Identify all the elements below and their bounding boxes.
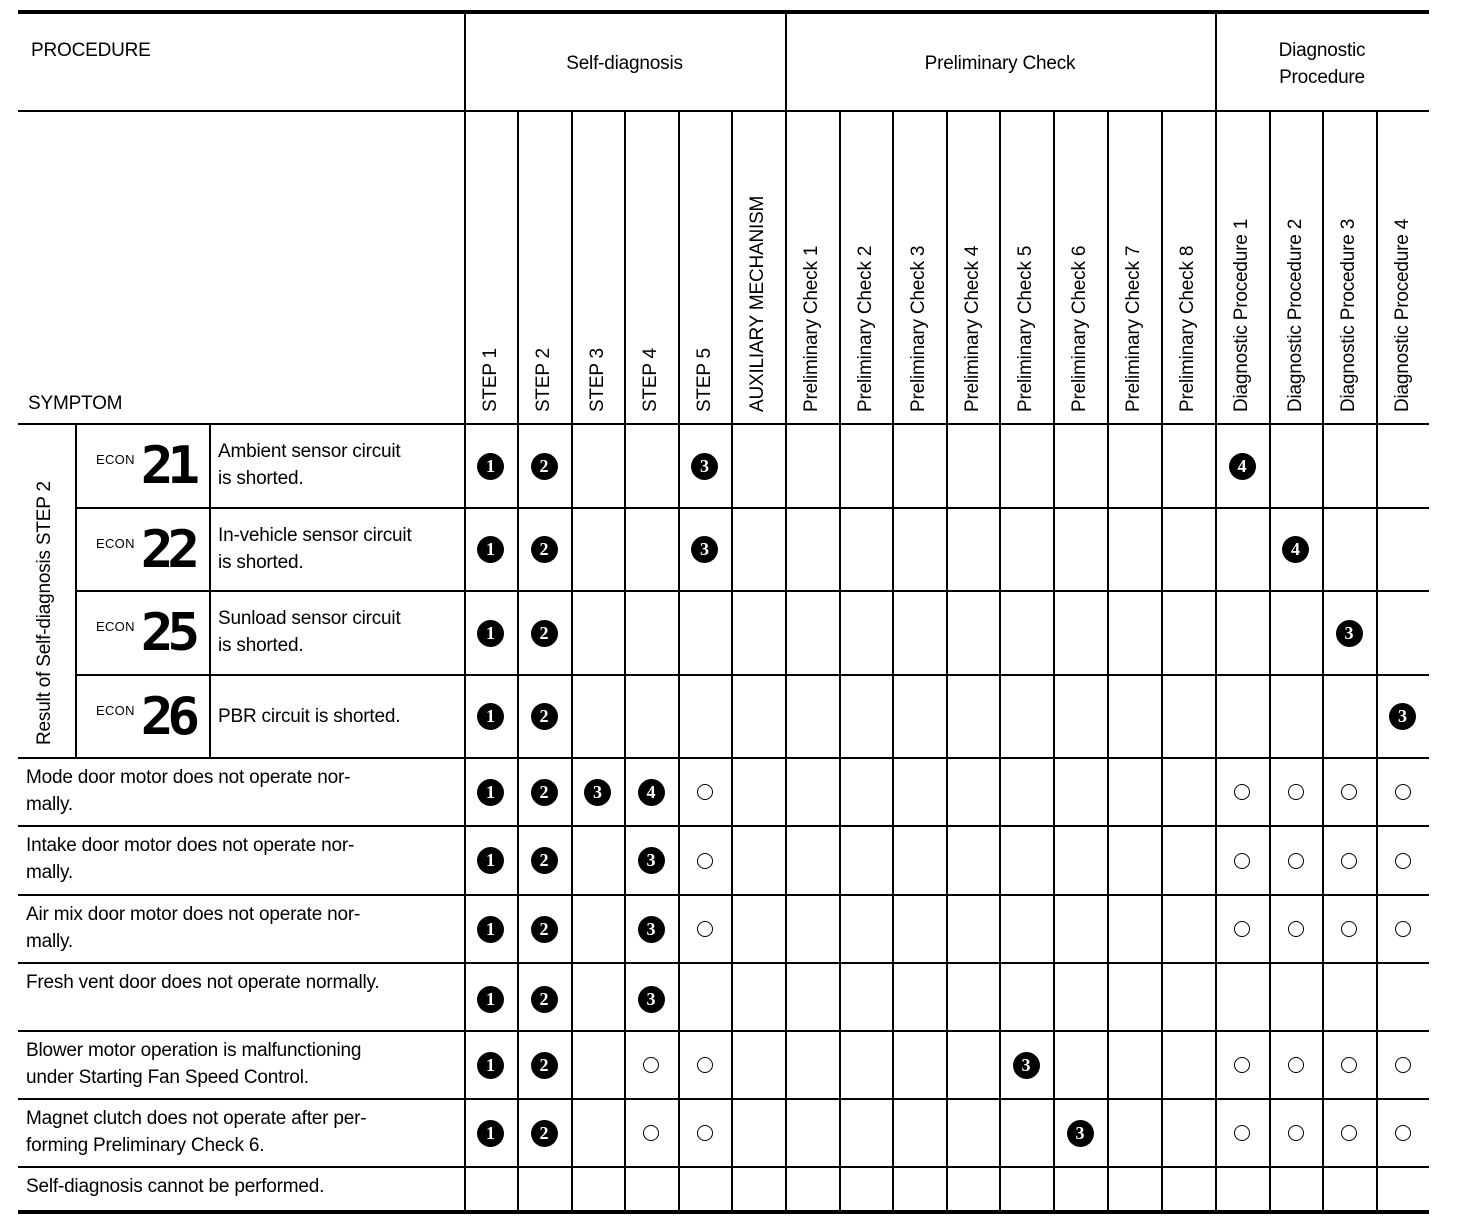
column-header-diagnostic-procedure-3: Diagnostic Procedure 3 <box>1338 218 1359 412</box>
column-header-auxiliary-mechanism: AUXILIARY MECHANISM <box>747 195 768 412</box>
step-number-badge: 2 <box>531 536 558 563</box>
group-header-rule <box>18 110 1429 112</box>
column-divider <box>571 111 573 1212</box>
row-divider <box>18 1166 1429 1168</box>
step-number-badge: 3 <box>638 986 665 1013</box>
step-number-badge: 1 <box>477 916 504 943</box>
symptom-line: Air mix door motor does not operate nor- <box>26 904 361 925</box>
group-divider <box>464 12 466 1212</box>
column-divider <box>1215 111 1217 1212</box>
check-circle-icon <box>1288 784 1304 800</box>
column-header-rule <box>18 423 1429 425</box>
check-circle-icon <box>1234 784 1250 800</box>
symptom-text <box>26 1173 324 1200</box>
column-divider <box>1269 111 1271 1212</box>
error-code-display: 25 <box>140 603 194 663</box>
symptom-line: PBR circuit is shorted. <box>218 706 401 727</box>
check-circle-icon <box>643 1057 659 1073</box>
column-divider <box>999 111 1001 1212</box>
check-circle-icon <box>1288 1057 1304 1073</box>
symptom-line: Sunload sensor circuit <box>218 608 401 629</box>
symptom-text <box>26 901 360 955</box>
step-number-badge: 3 <box>1389 703 1416 730</box>
column-header-diagnostic-procedure-2: Diagnostic Procedure 2 <box>1284 218 1306 412</box>
step-number-badge: 1 <box>477 703 504 730</box>
econ-label: ECON <box>96 619 135 634</box>
check-circle-icon <box>1288 1125 1304 1141</box>
step-number-badge: 2 <box>531 703 558 730</box>
column-header-step-2: STEP 2 <box>533 348 554 412</box>
econ-label: ECON <box>96 452 135 467</box>
step-number-badge: 3 <box>691 453 718 480</box>
bottom-rule <box>18 1210 1429 1214</box>
symptom-line: is shorted. <box>218 552 304 573</box>
step-number-badge: 1 <box>477 1052 504 1079</box>
check-circle-icon <box>1395 921 1411 937</box>
step-number-badge: 2 <box>531 1120 558 1147</box>
step-number-badge: 4 <box>1282 536 1309 563</box>
check-circle-icon <box>697 921 713 937</box>
step-number-badge: 3 <box>1336 620 1363 647</box>
step-number-badge: 1 <box>477 847 504 874</box>
symptom-line: Magnet clutch does not operate after per- <box>26 1108 367 1129</box>
symptom-text <box>26 969 380 996</box>
column-header-step-4: STEP 4 <box>640 348 661 412</box>
procedure-label: PROCEDURE <box>31 40 151 61</box>
step-number-badge: 3 <box>1013 1052 1040 1079</box>
column-divider <box>892 111 894 1212</box>
symptom-line: Mode door motor does not operate nor- <box>26 767 351 788</box>
column-header-preliminary-check-5: Preliminary Check 5 <box>1015 245 1036 412</box>
symptom-line: In-vehicle sensor circuit <box>218 525 412 546</box>
error-code-display: 26 <box>140 687 194 747</box>
column-divider <box>1107 111 1109 1212</box>
row-divider <box>18 757 1429 759</box>
step-number-badge: 3 <box>1067 1120 1094 1147</box>
symptom-line: mally. <box>26 794 74 815</box>
check-circle-icon <box>697 1057 713 1073</box>
step-number-badge: 1 <box>477 1120 504 1147</box>
code-divider <box>209 424 211 758</box>
symptom-line: is shorted. <box>218 468 304 489</box>
column-divider <box>946 111 948 1212</box>
column-header-preliminary-check-3: Preliminary Check 3 <box>908 245 929 412</box>
check-circle-icon <box>1234 1125 1250 1141</box>
step-number-badge: 2 <box>531 916 558 943</box>
step-number-badge: 4 <box>1229 453 1256 480</box>
check-circle-icon <box>1288 853 1304 869</box>
column-header-preliminary-check-6: Preliminary Check 6 <box>1069 245 1090 412</box>
symptom-text <box>218 522 412 576</box>
column-header-step-5: STEP 5 <box>693 348 715 412</box>
econ-label: ECON <box>96 703 135 718</box>
check-circle-icon <box>1234 1057 1250 1073</box>
symptom-label: SYMPTOM <box>28 393 123 414</box>
check-circle-icon <box>1341 921 1357 937</box>
row-divider <box>18 1098 1429 1100</box>
column-header-preliminary-check-4: Preliminary Check 4 <box>961 245 983 412</box>
symptom-text <box>26 1105 366 1159</box>
row-divider <box>18 962 1429 964</box>
symptom-text <box>218 605 401 659</box>
check-circle-icon <box>697 1125 713 1141</box>
row-divider <box>18 825 1429 827</box>
column-divider <box>785 111 787 1212</box>
step-number-badge: 1 <box>477 453 504 480</box>
column-divider <box>517 111 519 1212</box>
step-number-badge: 2 <box>531 986 558 1013</box>
symptom-line: Ambient sensor circuit <box>218 441 401 462</box>
group-header-self-diagnosis <box>464 50 785 77</box>
step-number-badge: 1 <box>477 620 504 647</box>
column-divider <box>624 111 626 1212</box>
column-header-diagnostic-procedure-4: Diagnostic Procedure 4 <box>1391 218 1413 412</box>
check-circle-icon <box>1395 784 1411 800</box>
error-code-display: 22 <box>140 520 194 580</box>
row-divider <box>18 894 1429 896</box>
row-divider <box>75 590 1429 592</box>
econ-label: ECON <box>96 536 135 551</box>
check-circle-icon <box>697 784 713 800</box>
side-group-divider <box>75 424 77 758</box>
top-rule <box>18 10 1429 14</box>
row-divider <box>18 1030 1429 1032</box>
column-header-preliminary-check-8: Preliminary Check 8 <box>1177 245 1198 412</box>
step-number-badge: 3 <box>691 536 718 563</box>
symptom-text <box>218 438 401 492</box>
symptom-text <box>218 703 400 730</box>
step-number-badge: 1 <box>477 986 504 1013</box>
check-circle-icon <box>1341 1125 1357 1141</box>
check-circle-icon <box>1395 1057 1411 1073</box>
column-divider <box>731 111 733 1212</box>
check-circle-icon <box>1288 921 1304 937</box>
column-divider <box>839 111 841 1212</box>
check-circle-icon <box>1341 853 1357 869</box>
check-circle-icon <box>1341 1057 1357 1073</box>
row-divider <box>75 507 1429 509</box>
column-header-step-1: STEP 1 <box>479 348 501 412</box>
check-circle-icon <box>697 853 713 869</box>
group-header-line: Preliminary Check <box>924 53 1076 74</box>
column-header-diagnostic-procedure-1: Diagnostic Procedure 1 <box>1231 218 1252 412</box>
step-number-badge: 3 <box>638 847 665 874</box>
check-circle-icon <box>1395 1125 1411 1141</box>
symptom-line: Self-diagnosis cannot be performed. <box>26 1176 325 1197</box>
symptom-text <box>26 764 350 818</box>
step-number-badge: 4 <box>638 779 665 806</box>
group-header-line: Diagnostic <box>1278 40 1366 61</box>
step-number-badge: 1 <box>477 779 504 806</box>
group-header-line: Self-diagnosis <box>566 53 683 74</box>
group-header-diagnostic-procedure <box>1215 37 1429 91</box>
check-circle-icon <box>1234 853 1250 869</box>
step-number-badge: 2 <box>531 453 558 480</box>
symptom-line: under Starting Fan Speed Control. <box>26 1067 309 1088</box>
column-header-step-3: STEP 3 <box>586 348 608 412</box>
step-number-badge: 1 <box>477 536 504 563</box>
row-divider <box>75 674 1429 676</box>
group-header-preliminary-check <box>785 50 1215 77</box>
column-divider <box>1161 111 1163 1212</box>
column-divider <box>678 111 680 1212</box>
check-circle-icon <box>1234 921 1250 937</box>
symptom-text <box>26 832 354 886</box>
column-divider <box>1376 111 1378 1212</box>
column-header-preliminary-check-2: Preliminary Check 2 <box>854 245 876 412</box>
symptom-line: Intake door motor does not operate nor- <box>26 835 355 856</box>
symptom-line: is shorted. <box>218 635 304 656</box>
symptom-line: Blower motor operation is malfunctioning <box>26 1040 362 1061</box>
step-number-badge: 3 <box>584 779 611 806</box>
symptom-line: mally. <box>26 862 74 883</box>
group-header-line: Procedure <box>1279 67 1365 88</box>
step-number-badge: 3 <box>638 916 665 943</box>
step-number-badge: 2 <box>531 847 558 874</box>
side-group-label: Result of Self-diagnosis STEP 2 <box>34 481 55 745</box>
symptom-line: mally. <box>26 931 74 952</box>
symptom-text <box>26 1037 361 1091</box>
step-number-badge: 2 <box>531 779 558 806</box>
symptom-line: forming Preliminary Check 6. <box>26 1135 265 1156</box>
check-circle-icon <box>1395 853 1411 869</box>
column-divider <box>1322 111 1324 1212</box>
column-divider <box>1053 111 1055 1212</box>
step-number-badge: 2 <box>531 1052 558 1079</box>
check-circle-icon <box>643 1125 659 1141</box>
error-code-display: 21 <box>140 436 194 496</box>
column-header-preliminary-check-7: Preliminary Check 7 <box>1123 245 1144 412</box>
symptom-line: Fresh vent door does not operate normally. <box>26 972 380 993</box>
step-number-badge: 2 <box>531 620 558 647</box>
check-circle-icon <box>1341 784 1357 800</box>
column-header-preliminary-check-1: Preliminary Check 1 <box>801 245 822 412</box>
